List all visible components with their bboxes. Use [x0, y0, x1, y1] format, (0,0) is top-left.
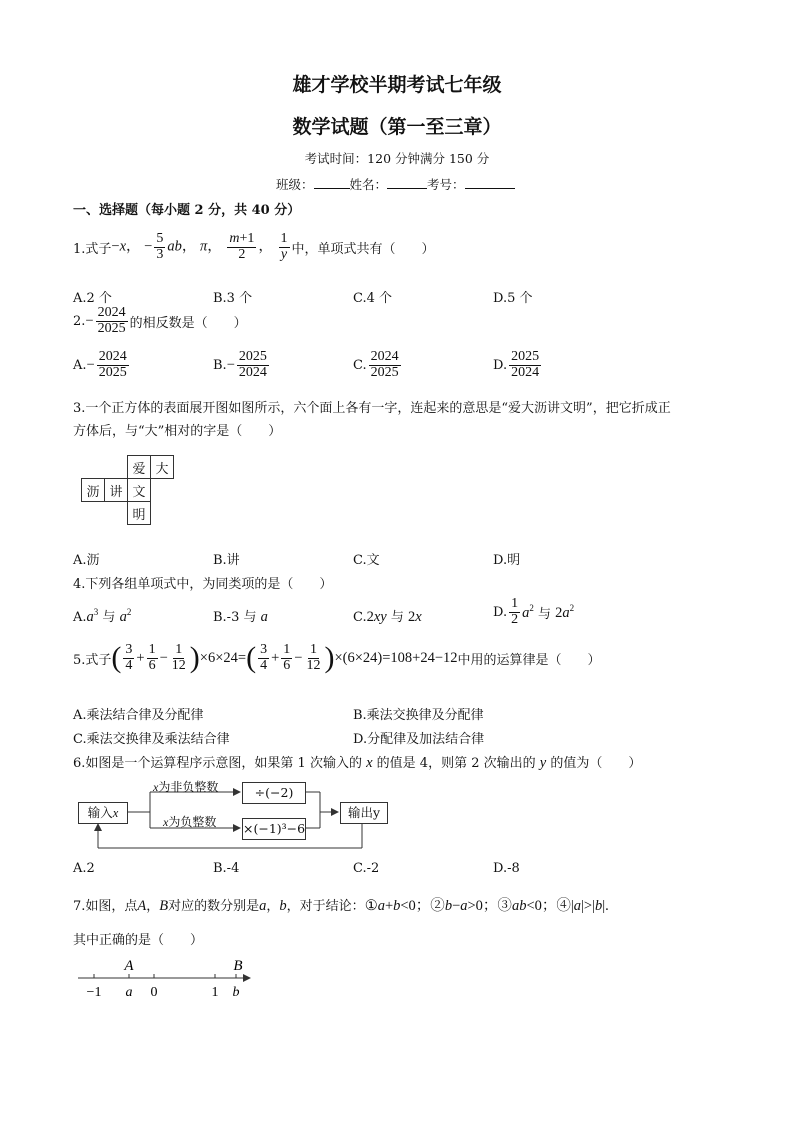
flow-branch-top-label: x为非负整数: [153, 780, 219, 794]
q6-option-d: D.-8: [493, 861, 520, 876]
q1-option-a: A.2 个: [73, 291, 112, 306]
q6-option-c: C.-2: [353, 861, 380, 876]
q1-prefix: 1.式子: [73, 241, 112, 257]
q3-option-c: C.文: [353, 553, 380, 568]
class-blank: [314, 176, 350, 189]
cube-net: [81, 455, 174, 525]
flow-branch-bottom-label: x为负整数: [163, 815, 217, 829]
q1-suffix: 中，单项式共有（ ）: [291, 241, 435, 257]
point-label-a: A: [124, 958, 134, 974]
q5-suffix: 中用的运算律是（ ）: [457, 652, 601, 668]
tick-label-neg1: −1: [86, 985, 102, 1000]
section-title: 一、选择题（每小题 2 分，共 40 分）: [73, 203, 301, 218]
question-2: 2. − $\frac{2024}{2025}$ 的相反数是（ ）: [73, 305, 247, 336]
q1-option-b: B.3 个: [213, 291, 253, 306]
q6-option-a: A.2: [73, 861, 95, 876]
q4-option-a: $A.a^3$ 与 $a^2$: [73, 607, 132, 625]
q4-option-c: C.2xy 与 2x: [353, 609, 422, 625]
cube-face-ai: 爱: [128, 456, 151, 479]
exam-title: 雄才学校半期考试七年级: [292, 74, 502, 96]
q5-option-a: A.乘法结合律及分配律: [73, 708, 204, 723]
q7-line2: 其中正确的是（ ）: [73, 933, 204, 948]
cube-face-li: 沥: [82, 479, 105, 502]
point-label-b: B: [233, 958, 243, 974]
exam-subtitle: 数学试题（第一至三章）: [292, 116, 502, 138]
number-label: 考号：: [427, 177, 465, 192]
q2-suffix: 的相反数是（ ）: [129, 315, 247, 331]
class-label: 班级：: [276, 177, 314, 192]
name-label: 姓名：: [349, 177, 388, 192]
q4-option-b: B.-3 与 a: [213, 609, 268, 625]
tick-label-a: a: [125, 985, 133, 1000]
q5-prefix: 5.式子: [73, 652, 112, 668]
q6-option-b: B.-4: [213, 861, 240, 876]
q2-option-d: D. $\frac{2025}{2024}$: [493, 349, 540, 380]
question-6: 6.如图是一个运算程序示意图，如果第 1 次输入的 x 的值是 4，则第 2 次输出的 y 的值为（ ）: [73, 755, 642, 771]
q4-option-d: D. $\frac{1}{2}$ $a^2$ 与 $2a^2$: [493, 596, 575, 627]
q3-line1: 3.一个正方体的表面展开图如图所示，六个面上各有一字，连起来的意思是“爱大沥讲文明”，把它折成正: [73, 401, 671, 416]
q5-expression: ( $\frac{3}{4}$ + $\frac{1}{6}$ − $\frac{1}{12}$ ) ×6×24= ( $\frac{3}{4}$ + $\frac{1}{6}$ − $\frac{1}{12}$ ) ×(6×24)=108+24−12: [111, 641, 458, 675]
flow-input-box: 输入x: [78, 802, 128, 824]
q7-line1: 7.如图，点A，B对应的数分别是a，b，对于结论：①a+b<0；②b−a>0；③ab<0；④|a|>|b|.: [73, 898, 609, 914]
q5-option-b: B.乘法交换律及分配律: [353, 708, 484, 723]
q3-line2: 方体后，与“大”相对的字是（ ）: [73, 424, 282, 439]
q2-option-b: B. − $\frac{2025}{2024}$: [213, 349, 267, 380]
tick-label-0: 0: [150, 985, 158, 1000]
number-line: [72, 956, 262, 1002]
question-4: 4.下列各组单项式中，为同类项的是（ ）: [73, 577, 333, 592]
tick-label-b: b: [232, 985, 240, 1000]
q2-option-c: C. $\frac{2024}{2025}$: [353, 349, 399, 380]
flow-op-top: ÷(−2): [242, 782, 306, 804]
cube-face-jiang: 讲: [105, 479, 128, 502]
q3-option-d: D.明: [493, 553, 521, 568]
question-5: [73, 643, 601, 673]
q5-option-c: C.乘法交换律及乘法结合律: [73, 732, 230, 747]
tick-label-1: 1: [211, 985, 219, 1000]
exam-info: 考试时间：120 分钟满分 150 分: [304, 151, 490, 166]
flow-op-bottom: ×(−1)³−6: [242, 818, 306, 840]
name-blank: [387, 176, 427, 189]
student-info-line: [276, 175, 515, 193]
q3-option-a: A.沥: [73, 553, 100, 568]
number-blank: [465, 176, 515, 189]
question-1: [73, 232, 435, 262]
q1-expr: −x， − $\frac{5}{3}$ ab， π， $\frac{m+1}{2}$ ， $\frac{1}{y}$: [111, 231, 288, 262]
cube-face-da: 大: [151, 456, 174, 479]
flow-output-box: 输出y: [340, 802, 388, 824]
cube-face-wen: 文: [128, 479, 151, 502]
q1-option-c: C.4 个: [353, 291, 393, 306]
q5-option-d: D.分配律及加法结合律: [353, 732, 485, 747]
q2-prefix: 2.: [73, 313, 86, 329]
q1-option-d: D.5 个: [493, 291, 533, 306]
q2-option-a: A. − $\frac{2024}{2025}$: [73, 349, 127, 380]
cube-face-ming: 明: [128, 502, 151, 525]
q3-option-b: B.讲: [213, 553, 240, 568]
